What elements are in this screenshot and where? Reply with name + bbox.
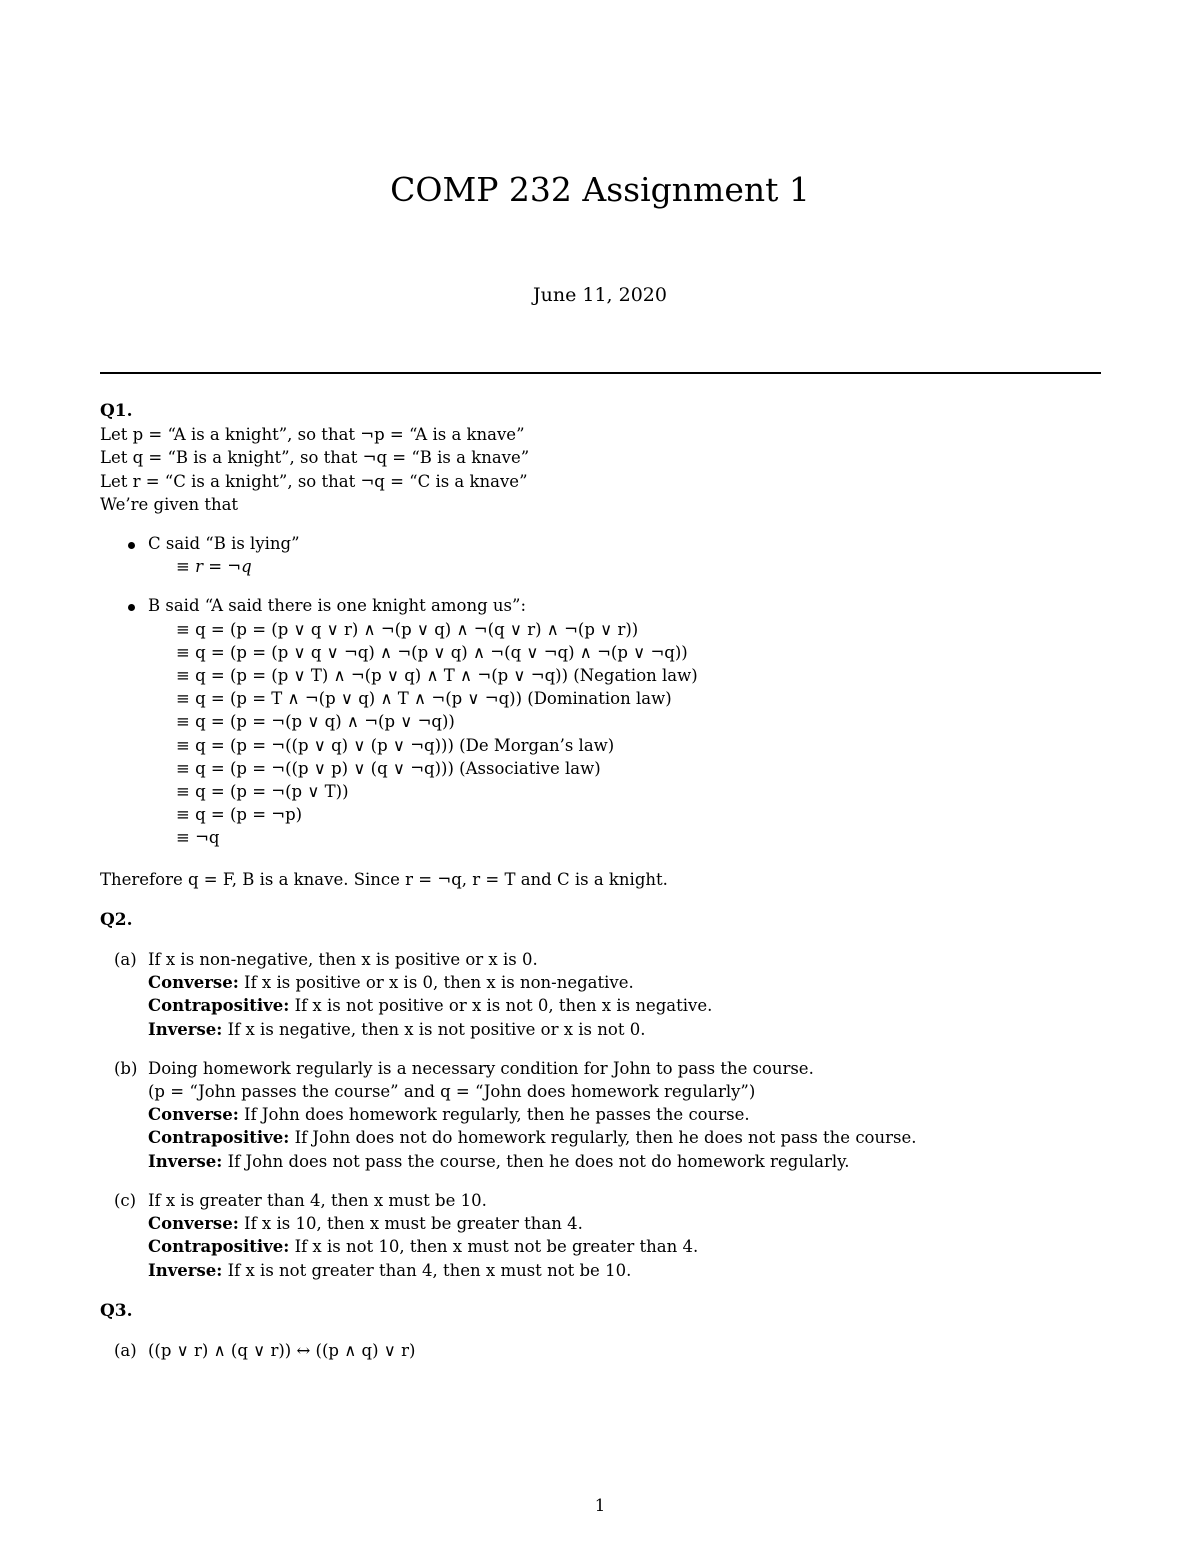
converse-text: If x is positive or x is 0, then x is non-negative. [244, 973, 634, 993]
q1-bullet-c [100, 532, 1100, 578]
item-statement: Doing homework regularly is a necessary condition for John to pass the course. [148, 1058, 814, 1078]
derivation-step: ≡ q = (p = T ∧ ¬(p ∨ q) ∧ T ∧ ¬(p ∨ ¬q)) (Domination law) [176, 689, 672, 709]
derivation-step: ≡ q = (p = ¬(p ∨ q) ∧ ¬(p ∨ ¬q)) [176, 712, 455, 732]
contrapositive-label: Contrapositive: [148, 1128, 290, 1148]
q1-bullet-c-text: C said “B is lying” [148, 534, 300, 554]
q2-item-b [100, 1057, 1100, 1173]
q3-item-a [100, 1339, 1100, 1362]
item-statement: If x is non-negative, then x is positive or x is 0. [148, 950, 538, 970]
converse-label: Converse: [148, 1105, 239, 1125]
q1-heading: Q1. [100, 401, 133, 421]
page-number: 1 [594, 1496, 606, 1515]
horizontal-rule [100, 372, 1101, 374]
contrapositive-label: Contrapositive: [148, 1237, 290, 1257]
item-statement-note: (p = “John passes the course” and q = “John does homework regularly”) [148, 1082, 756, 1102]
derivation-step: ≡ q = (p = ¬((p ∨ p) ∨ (q ∨ ¬q))) (Associative law) [176, 758, 601, 778]
contrapositive-text: If x is not positive or x is not 0, then x is negative. [294, 996, 713, 1016]
inverse-text: If John does not pass the course, then he does not do homework regularly. [227, 1151, 850, 1171]
derivation-step: ≡ q = (p = ¬p) [176, 805, 303, 825]
q2-item-c [100, 1189, 1100, 1282]
q1-def-p: Let p = “A is a knight”, so that ¬p = “A is a knave” [100, 425, 525, 445]
q1-def-r: Let r = “C is a knight”, so that ¬q = “C is a knave” [100, 471, 528, 491]
q1-bullet-b-text: B said “A said there is one knight among us”: [148, 596, 527, 616]
q2-heading: Q2. [100, 909, 133, 930]
derivation-step: ≡ q = (p = (p ∨ T) ∧ ¬(p ∨ q) ∧ T ∧ ¬(p ∨ ¬q)) (Negation law) [176, 666, 698, 686]
document-body [100, 400, 1100, 1362]
converse-text: If John does homework regularly, then he passes the course. [244, 1105, 750, 1125]
document-title: COMP 232 Assignment 1 [390, 170, 810, 209]
converse-label: Converse: [148, 1214, 239, 1234]
derivation-step: ≡ q = (p = ¬(p ∨ T)) [176, 782, 349, 802]
inverse-text: If x is not greater than 4, then x must not be 10. [227, 1260, 632, 1280]
q2-item-a [100, 948, 1100, 1041]
document-date: June 11, 2020 [533, 284, 667, 306]
derivation-step: ≡ ¬q [176, 828, 220, 848]
q1-bullet-b [100, 594, 1100, 849]
bullet-icon [128, 542, 135, 549]
contrapositive-text: If John does not do homework regularly, then he does not pass the course. [294, 1128, 917, 1148]
q1-given: We’re given that [100, 494, 239, 514]
inverse-label: Inverse: [148, 1019, 223, 1039]
item-label: (c) [114, 1190, 137, 1210]
converse-label: Converse: [148, 973, 239, 993]
item-label: (a) [114, 1340, 137, 1360]
inverse-text: If x is negative, then x is not positive or x is not 0. [227, 1019, 646, 1039]
q1-bullet-c-step: ≡ r = ¬q [176, 557, 252, 577]
derivation-step: ≡ q = (p = (p ∨ q ∨ ¬q) ∧ ¬(p ∨ q) ∧ ¬(q ∨ ¬q) ∧ ¬(p ∨ ¬q)) [176, 642, 688, 662]
item-statement: ((p ∨ r) ∧ (q ∨ r)) ↔ ((p ∧ q) ∨ r) [148, 1340, 416, 1360]
bullet-icon [128, 604, 135, 611]
item-statement: If x is greater than 4, then x must be 10. [148, 1190, 487, 1210]
contrapositive-label: Contrapositive: [148, 996, 290, 1016]
converse-text: If x is 10, then x must be greater than 4. [244, 1214, 583, 1234]
inverse-label: Inverse: [148, 1260, 223, 1280]
inverse-label: Inverse: [148, 1151, 223, 1171]
q3-heading: Q3. [100, 1300, 133, 1321]
derivation-step: ≡ q = (p = (p ∨ q ∨ r) ∧ ¬(p ∨ q) ∧ ¬(q ∨ r) ∧ ¬(p ∨ r)) [176, 619, 639, 639]
q1-derivation [148, 618, 1100, 850]
item-label: (b) [114, 1058, 138, 1078]
derivation-step: ≡ q = (p = ¬((p ∨ q) ∨ (p ∨ ¬q))) (De Morgan’s law) [176, 735, 615, 755]
contrapositive-text: If x is not 10, then x must not be greater than 4. [294, 1237, 699, 1257]
item-label: (a) [114, 950, 137, 970]
q1-def-q: Let q = “B is a knight”, so that ¬q = “B is a knave” [100, 448, 530, 468]
q1-conclusion: Therefore q = F, B is a knave. Since r = ¬q, r = T and C is a knight. [100, 869, 668, 889]
